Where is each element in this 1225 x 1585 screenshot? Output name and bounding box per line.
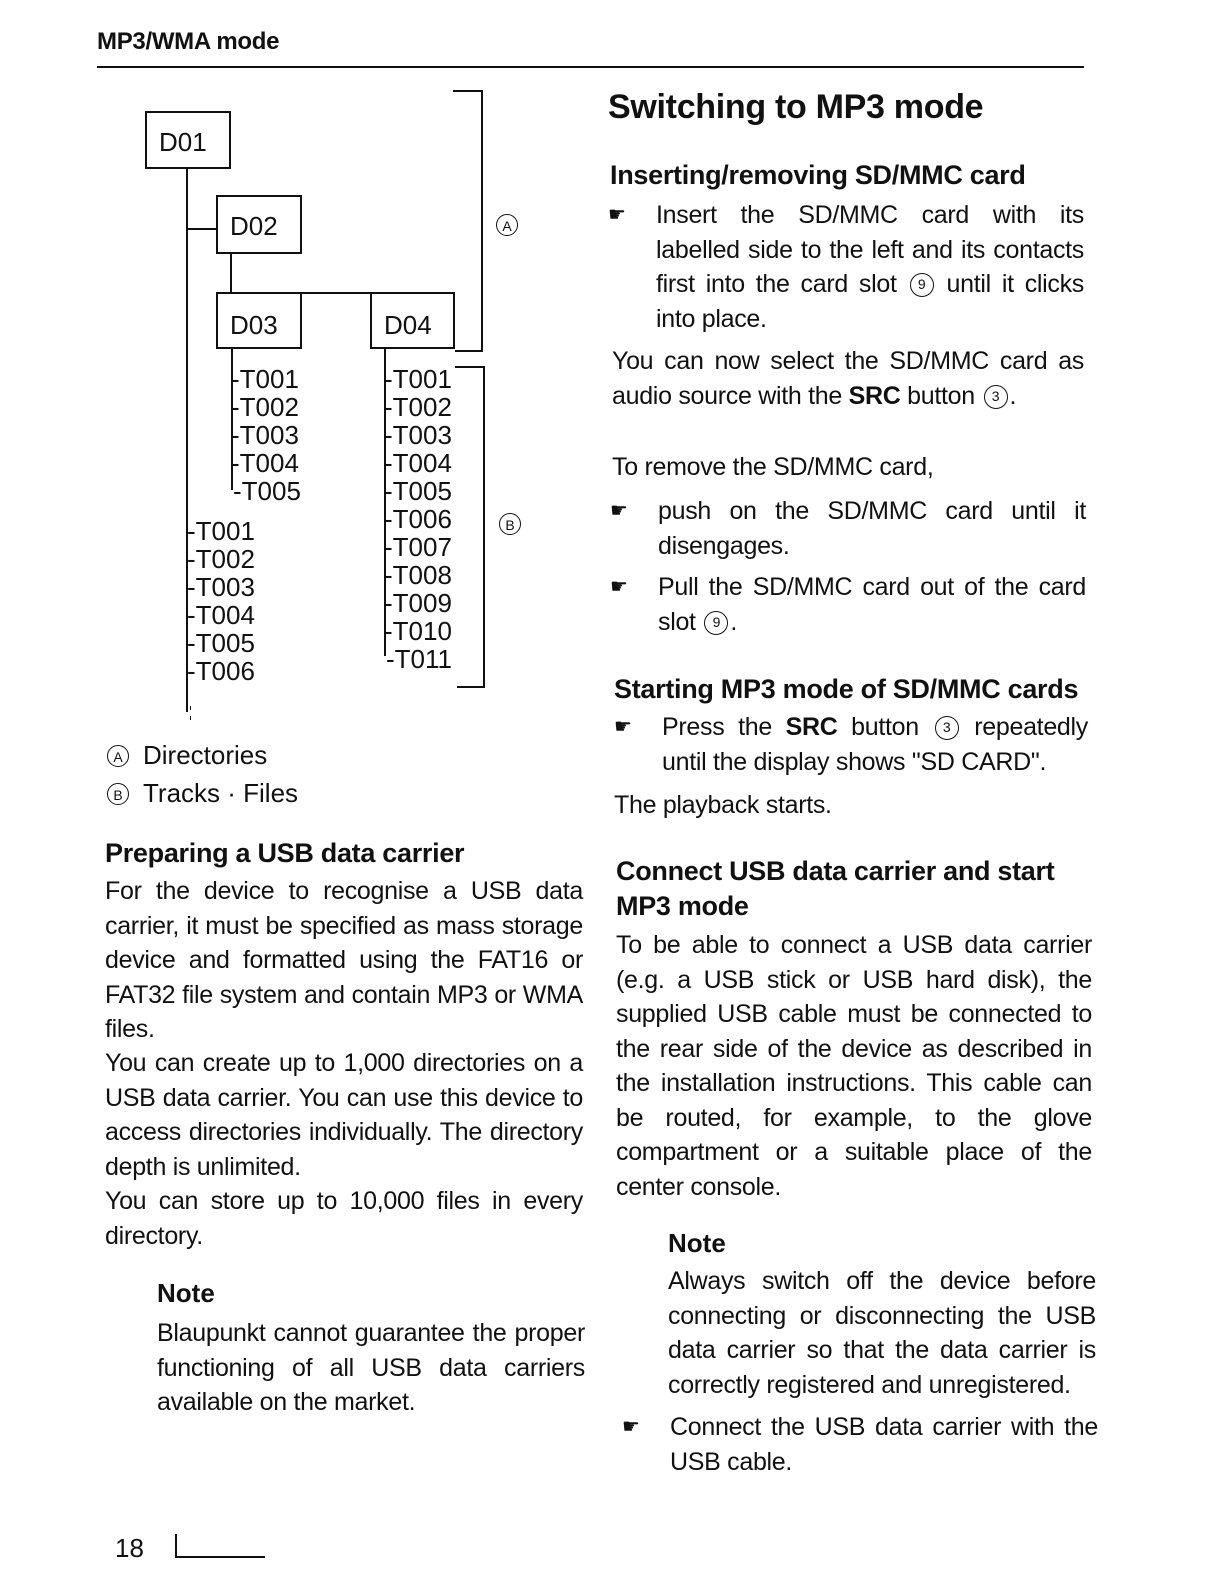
page-number-rule bbox=[175, 1556, 265, 1558]
ref-marker: 3 bbox=[984, 385, 1008, 409]
ref-marker: 9 bbox=[704, 611, 728, 635]
right-note-title: Note bbox=[668, 1228, 726, 1258]
start-heading: Starting MP3 mode of SD/MMC cards bbox=[614, 674, 1079, 704]
d04-track: -T002 bbox=[384, 392, 452, 422]
left-note-title: Note bbox=[157, 1278, 215, 1308]
remove-intro: To remove the SD/MMC card, bbox=[612, 453, 934, 481]
bracket-a-bottom bbox=[455, 350, 483, 352]
right-note-text: Always switch off the device before connecting or disconnecting the USB data carrier so that the data carrier is correctly registered and unregistered. bbox=[668, 1267, 1096, 1399]
sd-select-paragraph: You can now select the SD/MMC card as audio source with the SRC button 3 . bbox=[612, 347, 1084, 410]
d03-track: -T004 bbox=[231, 448, 299, 478]
usb-heading: Preparing a USB data carrier bbox=[105, 838, 465, 868]
ref-marker: 3 bbox=[935, 716, 959, 740]
tree-dot bbox=[190, 716, 191, 720]
bracket-b-vertical bbox=[483, 366, 485, 688]
d01-track: -T002 bbox=[187, 544, 255, 574]
d01-track: -T004 bbox=[187, 600, 255, 630]
connect-bullet-1: ☛ Connect the USB data carrier with the USB cable. bbox=[670, 1410, 1098, 1479]
remove-bullet-2: ☛ Pull the SD/MMC card out of the card slot 9 . bbox=[658, 570, 1086, 639]
tree-branch-d02 bbox=[186, 228, 216, 230]
d04-track: -T003 bbox=[384, 420, 452, 450]
connect-heading: Connect USB data carrier and start MP3 mode bbox=[616, 856, 1055, 921]
remove-bullet-1: ☛ push on the SD/MMC card until it disengages. bbox=[658, 494, 1086, 563]
tree-dot bbox=[190, 706, 191, 710]
d03-track: -T005 bbox=[233, 476, 301, 506]
dir-box-d02: D02 bbox=[216, 195, 302, 254]
d04-track: -T011 bbox=[386, 644, 453, 674]
d04-track: -T004 bbox=[384, 448, 452, 478]
bracket-b-bottom bbox=[457, 686, 485, 688]
legend-directories: A Directories bbox=[107, 740, 267, 771]
d01-track: -T003 bbox=[187, 572, 255, 602]
ref-marker: 9 bbox=[910, 273, 934, 297]
marker-b: B bbox=[499, 513, 521, 535]
legend-tracks: B Tracks · Files bbox=[107, 778, 298, 809]
hand-pointer-icon: ☛ bbox=[610, 576, 628, 598]
marker-b-icon: B bbox=[107, 783, 129, 805]
bracket-a-vertical bbox=[481, 90, 483, 352]
hand-pointer-icon: ☛ bbox=[608, 204, 626, 226]
d04-track: -T007 bbox=[384, 532, 452, 562]
bracket-a-top bbox=[453, 90, 483, 92]
dir-box-d03: D03 bbox=[216, 292, 302, 349]
hand-pointer-icon: ☛ bbox=[614, 716, 632, 738]
usb-paragraph-3: You can store up to 10,000 files in every directory. bbox=[105, 1187, 583, 1250]
sd-bullet-insert: ☛ Insert the SD/MMC card with its labelled side to the left and its contacts first into the card slot 9 until it clicks into place. bbox=[656, 198, 1084, 336]
d01-track: -T006 bbox=[187, 656, 255, 686]
d04-track: -T009 bbox=[384, 588, 452, 618]
marker-a: A bbox=[496, 214, 518, 236]
bracket-b-top bbox=[455, 366, 485, 368]
dir-box-d01: D01 bbox=[145, 111, 231, 169]
header-rule bbox=[97, 66, 1084, 68]
main-heading: Switching to MP3 mode bbox=[608, 88, 984, 126]
d04-track: -T001 bbox=[384, 364, 452, 394]
d03-track: -T001 bbox=[231, 364, 299, 394]
connect-paragraph: To be able to connect a USB data carrier (e.g. a USB stick or USB hard disk), the supplied USB cable must be connected to the rear side of the device as described in the installation instructions. This cable can be routed, for example, to the glove compartment or a suitable place of the center console. bbox=[616, 931, 1092, 1201]
d01-track: -T001 bbox=[187, 516, 255, 546]
tree-line-d02 bbox=[230, 254, 232, 294]
d03-track: -T003 bbox=[231, 420, 299, 450]
sd-heading: Inserting/removing SD/MMC card bbox=[610, 160, 1026, 190]
start-bullet-1: ☛ Press the SRC button 3 repeatedly until the display shows "SD CARD". bbox=[662, 710, 1088, 779]
left-note-text: Blaupunkt cannot guarantee the proper functioning of all USB data carriers available on the market. bbox=[157, 1319, 585, 1416]
d04-track: -T006 bbox=[384, 504, 452, 534]
dir-box-d04: D04 bbox=[370, 292, 455, 349]
usb-paragraph-1: For the device to recognise a USB data carrier, it must be specified as mass storage device and formatted using the FAT16 or FAT32 file system and contain MP3 or WMA files. bbox=[105, 877, 583, 1043]
d01-track: -T005 bbox=[187, 628, 255, 658]
hand-pointer-icon: ☛ bbox=[622, 1416, 640, 1438]
d04-track: -T005 bbox=[384, 476, 452, 506]
marker-a-icon: A bbox=[107, 745, 129, 767]
d04-track: -T008 bbox=[384, 560, 452, 590]
d04-track: -T010 bbox=[384, 616, 452, 646]
hand-pointer-icon: ☛ bbox=[610, 500, 628, 522]
page-number-tick bbox=[175, 1534, 177, 1558]
d03-track: -T002 bbox=[231, 392, 299, 422]
running-header: MP3/WMA mode bbox=[97, 28, 280, 55]
usb-paragraph-2: You can create up to 1,000 directories on a USB data carrier. You can use this device to access directories individually. The directory depth is unlimited. bbox=[105, 1049, 583, 1181]
playback-paragraph: The playback starts. bbox=[614, 791, 832, 819]
page-number: 18 bbox=[115, 1533, 144, 1563]
